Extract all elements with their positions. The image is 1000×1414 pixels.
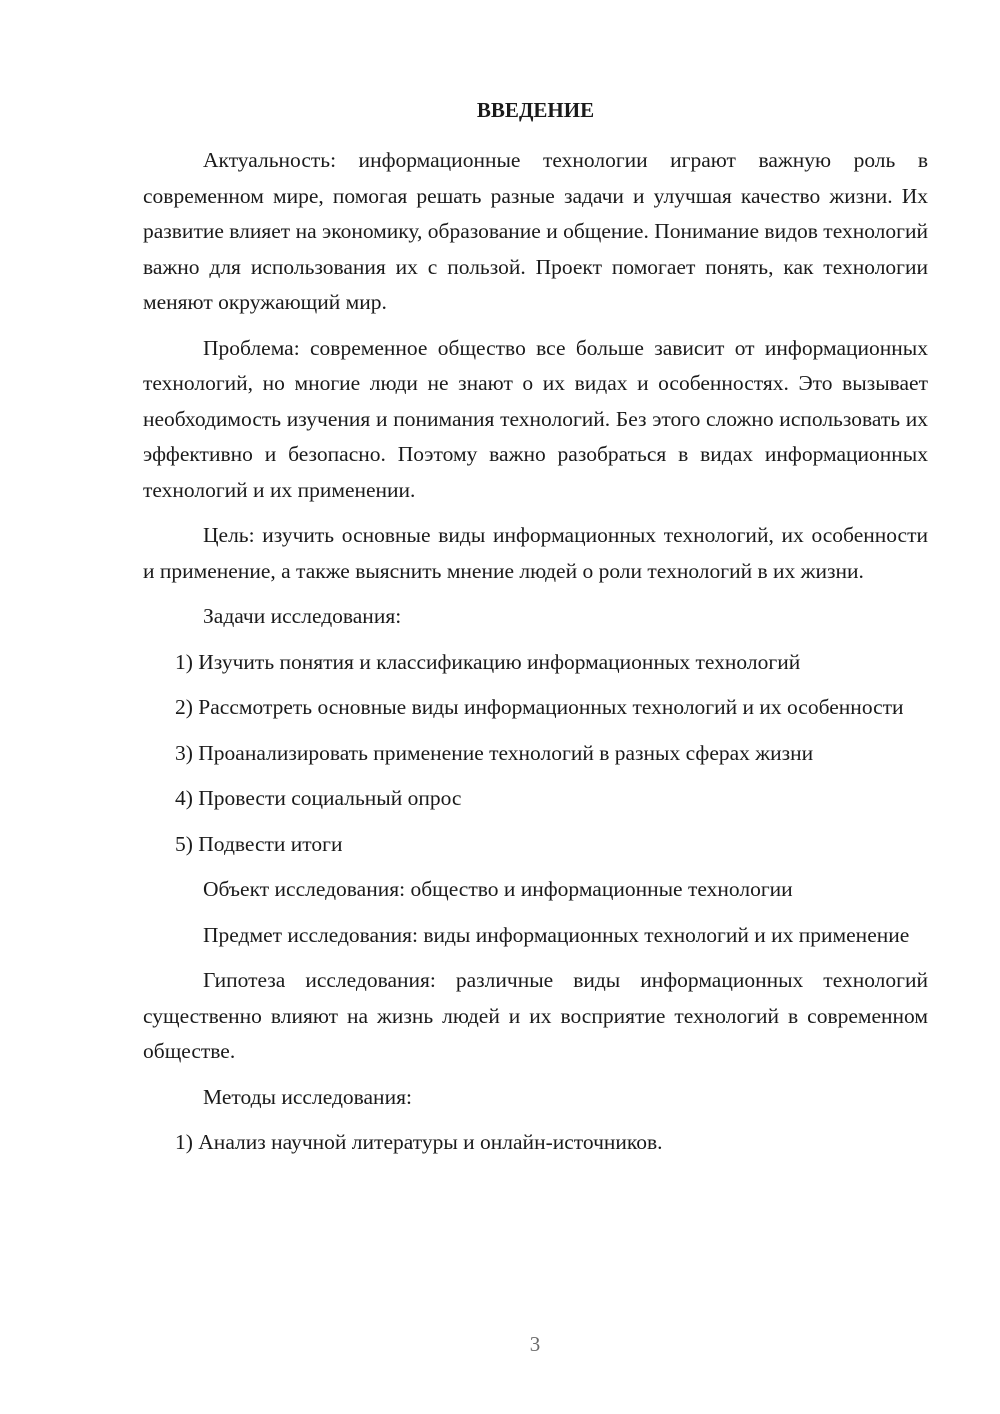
task-item: 1) Изучить понятия и классификацию информационных технологий (175, 649, 801, 674)
hypothesis-paragraph: Гипотеза исследования: различные виды информационных технологий существенно влияют на жизнь людей и их восприятие технологий в современном обществе. (143, 968, 928, 1063)
task-item: 2) Рассмотреть основные виды информационных технологий и их особенности (175, 695, 904, 719)
method-item: 1) Анализ научной литературы и онлайн-источников. (175, 1130, 663, 1154)
document-page (143, 94, 928, 1171)
subject-paragraph: Предмет исследования: виды информационных технологий и их применение (203, 922, 910, 947)
task-item: 3) Проанализировать применение технологий в разных сферах жизни (175, 740, 814, 765)
goal-paragraph: Цель: изучить основные виды информационных технологий, их особенности и применение, а также выяснить мнение людей о роли технологий в их жизни. (143, 523, 928, 583)
relevance-paragraph: Актуальность: информационные технологии играют важную роль в современном мире, помогая решать разные задачи и улучшая качество жизни. Их развитие влияет на экономику, образование и общение. Понимание видов технологий важно для использования их с пользой. Проект помогает понять, как технологии меняют окружающий мир. (143, 148, 928, 314)
object-paragraph: Объект исследования: общество и информационные технологии (203, 877, 793, 901)
task-item: 5) Подвести итоги (175, 831, 343, 856)
section-title: ВВЕДЕНИЕ (476, 98, 595, 122)
problem-paragraph: Проблема: современное общество все больше зависит от информационных технологий, но многие люди не знают о их видах и особенностях. Это вызывает необходимость изучения и понимания технологий. Без этого сложно использовать их эффективно и безопасно. Поэтому важно разобраться в видах информационных технологий и их применении. (143, 335, 928, 502)
page-number: 3 (529, 1332, 541, 1356)
methods-heading: Методы исследования: (203, 1084, 412, 1109)
task-item: 4) Провести социальный опрос (175, 786, 462, 810)
tasks-heading: Задачи исследования: (203, 604, 402, 628)
